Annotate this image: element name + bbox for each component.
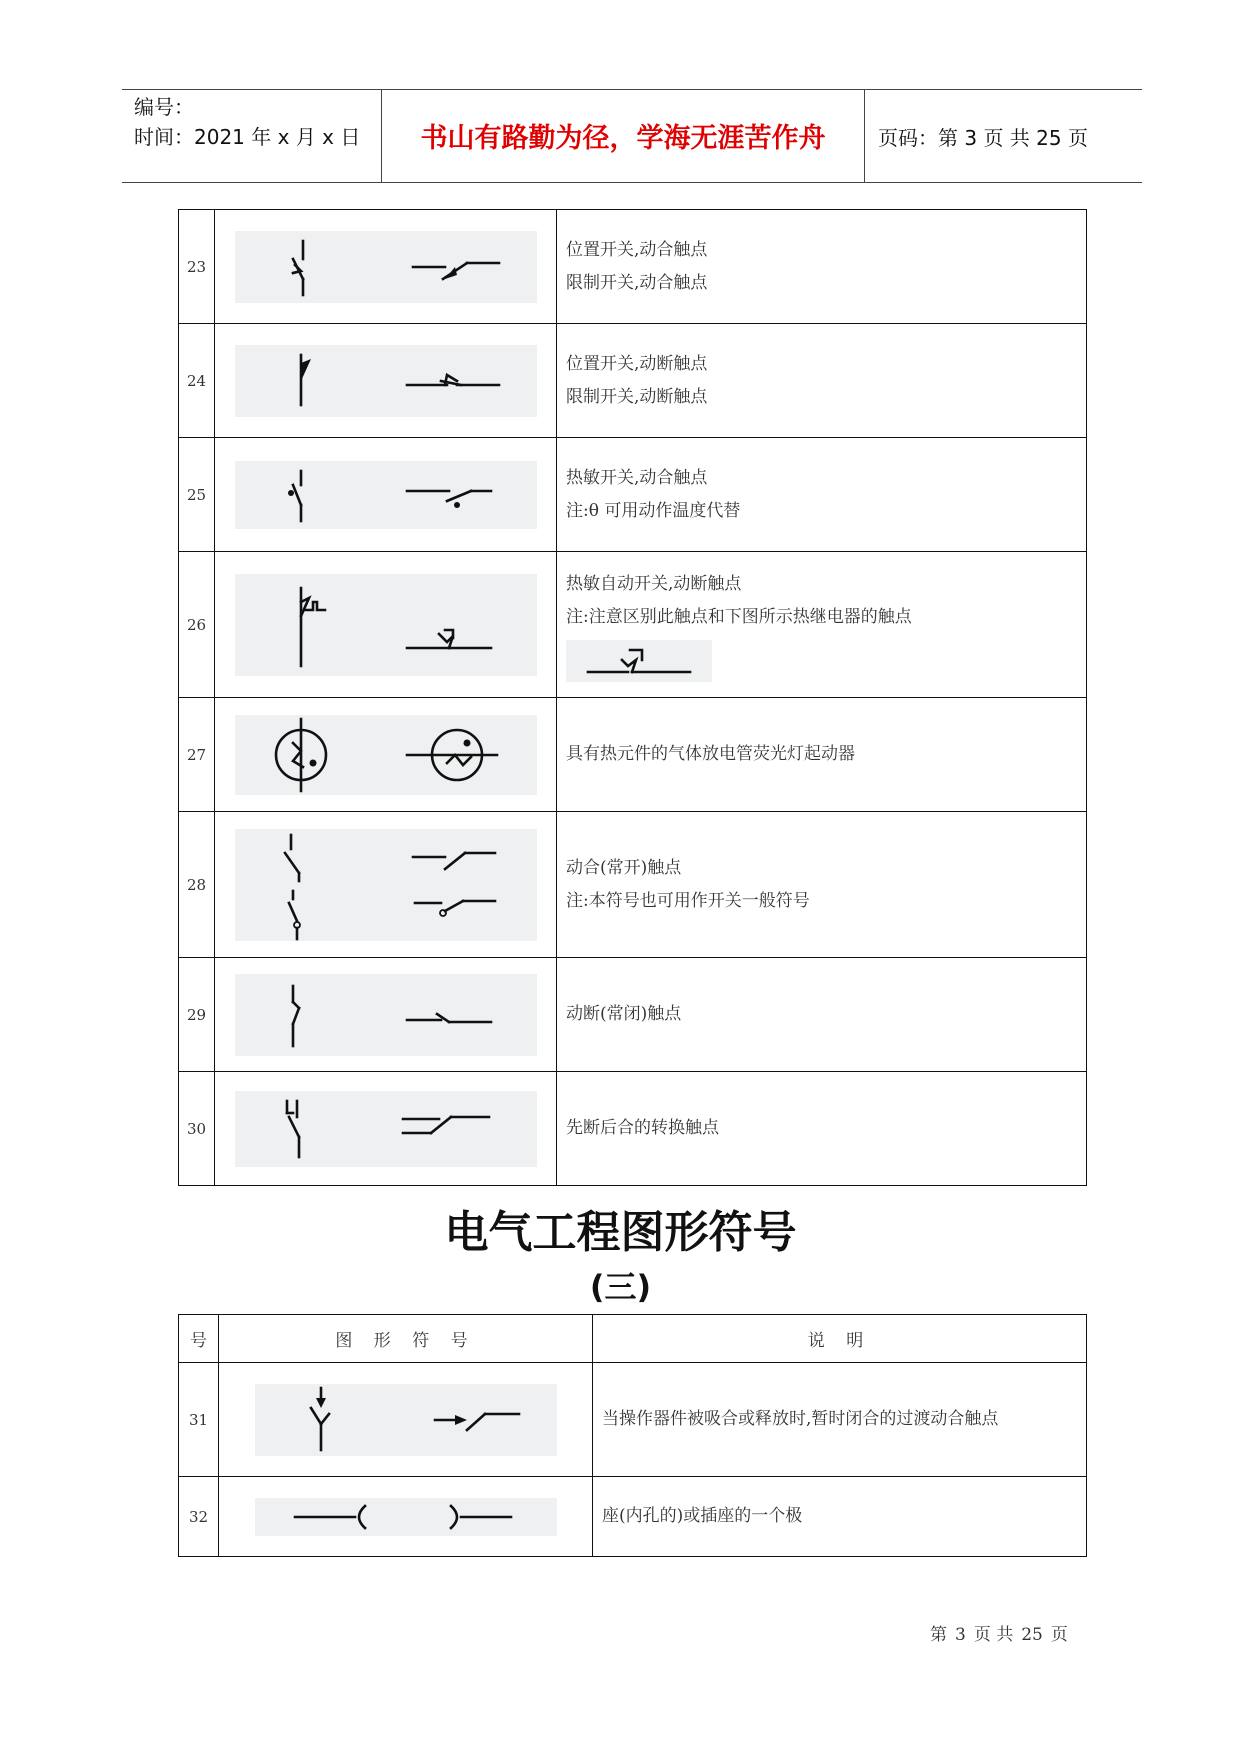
header-motto: 书山有路勤为径，学海无涯苦作舟 <box>420 123 826 154</box>
symbol-cell <box>219 1363 593 1477</box>
table-row <box>179 1363 1087 1477</box>
description-cell <box>557 438 1087 552</box>
table-row <box>179 812 1087 958</box>
position-switch-break-contact-symbol <box>235 345 537 417</box>
symbol-cell <box>215 552 557 698</box>
description-cell <box>557 210 1087 324</box>
row-number: 29 <box>179 958 215 1072</box>
section-subtitle: (三) <box>589 1268 652 1306</box>
row-number: 32 <box>179 1477 219 1557</box>
table-row <box>179 1072 1087 1186</box>
description-line: 注:注意区别此触点和下图所示热继电器的触点 <box>566 606 912 627</box>
description-line: 限制开关,动断触点 <box>566 386 708 407</box>
description-line: 动断(常闭)触点 <box>566 1004 682 1024</box>
column-header-symbol: 图 形 符 号 <box>219 1315 593 1363</box>
footer-page-number: 3 <box>955 1625 966 1645</box>
page-header <box>122 89 1142 183</box>
description-cell <box>593 1363 1087 1477</box>
header-page-info: 页码：第 3 页 共 25 页 <box>878 126 1088 150</box>
header-time: 时间：2021 年 x 月 x 日 <box>134 125 361 149</box>
make-contact-normally-open-symbol <box>235 829 537 941</box>
description-cell <box>557 324 1087 438</box>
symbol-cell <box>215 812 557 958</box>
transient-make-contact-symbol <box>255 1384 557 1456</box>
symbol-cell <box>215 958 557 1072</box>
socket-pole-symbol <box>255 1498 557 1536</box>
section-title: 电气工程图形符号 <box>444 1207 797 1258</box>
column-header-number: 号 <box>179 1315 219 1363</box>
symbol-table-2 <box>178 1314 1087 1557</box>
row-number: 30 <box>179 1072 215 1186</box>
thermal-switch-make-contact-symbol <box>235 461 537 529</box>
row-number: 23 <box>179 210 215 324</box>
description-cell <box>557 812 1087 958</box>
thermal-automatic-switch-break-contact-symbol <box>235 574 537 676</box>
row-number: 27 <box>179 698 215 812</box>
symbol-cell <box>215 324 557 438</box>
description-cell <box>557 958 1087 1072</box>
description-line: 注:θ 可用动作温度代替 <box>566 500 741 521</box>
header-meta <box>134 92 384 152</box>
footer-text: 页 <box>1050 1625 1068 1645</box>
footer-total-pages: 25 <box>1021 1625 1043 1645</box>
row-number: 24 <box>179 324 215 438</box>
thermal-relay-contact-symbol <box>566 640 712 682</box>
symbol-table-1 <box>178 209 1087 1186</box>
header-divider <box>864 90 865 182</box>
row-number: 31 <box>179 1363 219 1477</box>
row-number: 25 <box>179 438 215 552</box>
table-row <box>179 552 1087 698</box>
symbol-cell <box>219 1477 593 1557</box>
symbol-cell <box>215 210 557 324</box>
table-row <box>179 698 1087 812</box>
description-cell <box>593 1477 1087 1557</box>
column-header-description: 说 明 <box>593 1315 1087 1363</box>
row-number: 26 <box>179 552 215 698</box>
break-contact-normally-closed-symbol <box>235 974 537 1056</box>
description-line: 动合(常开)触点 <box>566 857 682 878</box>
description-cell <box>557 1072 1087 1186</box>
symbol-cell <box>215 1072 557 1186</box>
header-number: 编号： <box>134 95 194 119</box>
table-row <box>179 1477 1087 1557</box>
description-line: 热敏开关,动合触点 <box>566 467 708 488</box>
footer-text: 第 <box>930 1625 947 1645</box>
table-row <box>179 958 1087 1072</box>
position-switch-make-contact-symbol <box>235 231 537 303</box>
table-header-row <box>179 1315 1087 1363</box>
description-line: 位置开关,动合触点 <box>566 239 708 260</box>
description-line: 当操作器件被吸合或释放时,暂时闭合的过渡动合触点 <box>602 1409 999 1429</box>
description-line: 座(内孔的)或插座的一个极 <box>602 1506 803 1526</box>
table-row <box>179 324 1087 438</box>
description-line: 位置开关,动断触点 <box>566 353 708 374</box>
description-line: 注:本符号也可用作开关一般符号 <box>566 890 810 911</box>
description-line: 热敏自动开关,动断触点 <box>566 573 742 594</box>
footer-text: 页 共 <box>973 1625 1014 1645</box>
description-line: 限制开关,动合触点 <box>566 272 708 293</box>
page-footer <box>930 1620 1076 1645</box>
description-line: 先断后合的转换触点 <box>566 1118 719 1138</box>
description-cell <box>557 698 1087 812</box>
symbol-cell <box>215 698 557 812</box>
table-row <box>179 210 1087 324</box>
break-before-make-changeover-contact-symbol <box>235 1091 537 1167</box>
symbol-cell <box>215 438 557 552</box>
fluorescent-starter-symbol <box>235 715 537 795</box>
description-line: 具有热元件的气体放电管荧光灯起动器 <box>566 744 855 764</box>
description-cell <box>557 552 1087 698</box>
table-row <box>179 438 1087 552</box>
row-number: 28 <box>179 812 215 958</box>
